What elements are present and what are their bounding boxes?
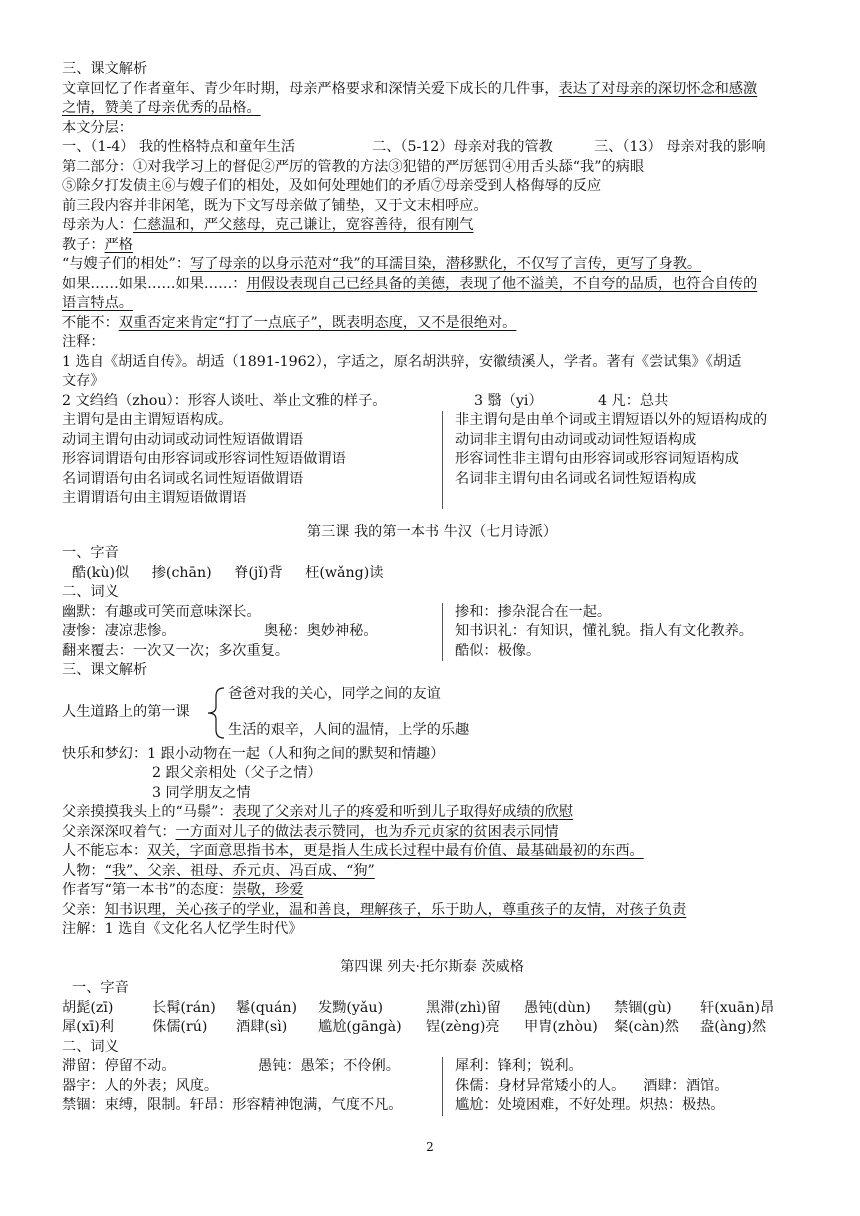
pron-item: 酒肆(sì) bbox=[236, 1019, 288, 1035]
paragraph-text: ⑤除夕打发债主⑥与嫂子们的相处，及如何处理她们的矛盾⑦母亲受到人格侮辱的反应 bbox=[62, 178, 602, 194]
grammar-item: 动词主谓句由动词或动词性短语做谓语 bbox=[62, 431, 304, 448]
underlined-text: 语言特点。 bbox=[62, 295, 133, 311]
grammar-item: 主谓句是由主谓短语构成。 bbox=[62, 412, 233, 428]
grammar-table bbox=[62, 411, 802, 509]
document-page bbox=[62, 60, 802, 1116]
vocab-item: 侏儒：身材异常矮小的人。 酒肆：酒馆。 bbox=[455, 1077, 729, 1094]
label-text: 母亲为人： bbox=[62, 217, 133, 233]
underlined-text: 双重否定来肯定“打了一点底子”，既表明态度，又不是很绝对。 bbox=[118, 314, 517, 331]
vocab-item: 幽默：有趣或可笑而意味深长。 bbox=[62, 603, 261, 620]
vocab-item: 奥秘：奥妙神秘。 bbox=[264, 623, 378, 639]
vocab-item: 愚钝：愚笨；不伶俐。 bbox=[258, 1058, 400, 1074]
diagram-item: 爸爸对我的关心，同学之间的友谊 bbox=[228, 685, 441, 702]
vocab-item: 掺和：掺杂混合在一起。 bbox=[455, 603, 612, 620]
underlined-text: 表现了父亲对儿子的疼爱和听到儿子取得好成绩的欣慰 bbox=[232, 804, 574, 820]
note-text: 4 凡：总共 bbox=[598, 392, 669, 409]
grammar-item: 名词非主谓句由名词或名词性短语构成 bbox=[455, 470, 697, 487]
pronunciation-line: 酷(kù)似 掺(chān) 脊(jǐ)背 枉(wǎng)读 bbox=[72, 564, 384, 581]
section-heading: 二、词义 bbox=[62, 1038, 119, 1055]
section-heading: 三、课文解析 bbox=[62, 61, 148, 77]
label-text: 教子： bbox=[62, 236, 105, 253]
lesson-title: 第四课 列夫·托尔斯泰 茨威格 bbox=[340, 958, 524, 975]
underlined-text: 严格 bbox=[104, 236, 133, 253]
note-text: 1 选自《胡适自传》。胡适（1891-1962），字适之，原名胡洪骍，安徽绩溪人，学者。著有《尝试集》《胡适 bbox=[62, 353, 742, 370]
section-heading: 三、课文解析 bbox=[62, 662, 148, 678]
layer-item: 一、（1-4） 我的性格特点和童年生活 bbox=[62, 139, 296, 155]
underlined-text: 表达了对母亲的深切怀念和感激 bbox=[558, 80, 758, 97]
section-heading: 一、字音 bbox=[72, 980, 129, 996]
label-text: 父亲摸摸我头上的“马鬃”： bbox=[62, 804, 233, 820]
paragraph-text: 3 同学朋友之情 bbox=[152, 784, 251, 801]
paragraph-text: 快乐和梦幻：1 跟小动物在一起（人和狗之间的默契和情趣） bbox=[62, 745, 445, 762]
grammar-item: 形容词谓语句由形容词或形容词性短语做谓语 bbox=[62, 451, 346, 467]
layer-item: 三、（13） 母亲对我的影响 bbox=[594, 139, 766, 155]
underlined-text: 双关，字面意思指书本，更是指人生成长过程中最有价值、最基础最初的东西。 bbox=[147, 843, 644, 859]
label-text: 人物： bbox=[62, 862, 105, 879]
pron-item: 长髯(rán) bbox=[152, 999, 216, 1016]
note-text: 3 翳（yi） bbox=[474, 392, 543, 409]
underlined-text: 写了母亲的以身示范对“我”的耳濡目染，潜移默化，不仅写了言传，更写了身教。 bbox=[190, 256, 702, 272]
note-text: 2 文绉绉（zhou）：形容人谈吐、举止文雅的样子。 bbox=[62, 392, 387, 409]
pronunciation-line bbox=[62, 999, 802, 1019]
grammar-item: 动词非主谓句由动词或动词性短语构成 bbox=[455, 431, 697, 448]
underlined-text: 一方面对儿子的做法表示赞同，也为乔元贞家的贫困表示同情 bbox=[175, 823, 559, 840]
label-text: 如果……如果……如果……： bbox=[62, 275, 247, 292]
page-number: 2 bbox=[426, 1140, 434, 1154]
vocab-item: 禁锢：束缚，限制。轩昂：形容精神饱满，气度不凡。 bbox=[62, 1097, 403, 1113]
life-lesson-diagram bbox=[62, 683, 802, 743]
paragraph-text: 前三段内容并非闲笔，既为下文写母亲做了铺垫，又于文末相呼应。 bbox=[62, 197, 488, 214]
label-text: 不能不： bbox=[62, 314, 119, 331]
pronunciation-line bbox=[62, 1018, 802, 1038]
grammar-item: 主谓谓语句由主谓短语做谓语 bbox=[62, 490, 247, 506]
underlined-text: 用假设表现自己已经具备的美德，表现了他不溢美，不自夸的品质，也符合自传的 bbox=[246, 275, 758, 292]
vocab-table bbox=[62, 603, 802, 662]
underlined-text: “我”、父亲、祖母、乔元贞、冯百成、“狗” bbox=[104, 862, 375, 879]
pron-item: 犀(xī)利 bbox=[62, 1019, 114, 1035]
pron-item: 胡髭(zī) bbox=[62, 999, 114, 1016]
section-heading: 二、词义 bbox=[62, 584, 119, 600]
vocab-item: 尴尬：处境困难，不好处理。炽热：极热。 bbox=[455, 1097, 725, 1113]
grammar-item: 形容词性非主谓句由形容词或形容词短语构成 bbox=[455, 451, 739, 467]
pron-item: 粲(càn)然 bbox=[614, 1019, 679, 1035]
pron-item: 甲胄(zhòu) bbox=[524, 1019, 598, 1035]
pron-item: 锃(zèng)亮 bbox=[426, 1019, 500, 1035]
pron-item: 尴尬(gāngà) bbox=[318, 1019, 402, 1035]
vocab-item: 器宇：人的外表；风度。 bbox=[62, 1077, 219, 1094]
label-text: 作者写“第一本书”的态度： bbox=[62, 882, 233, 898]
pron-item: 侏儒(rú) bbox=[152, 1019, 208, 1035]
vocab-item: 滞留：停留不动。 bbox=[62, 1058, 176, 1074]
vocab-item: 犀利：锋利；锐利。 bbox=[455, 1058, 583, 1074]
section-heading: 本文分层： bbox=[62, 119, 133, 136]
label-text: 人不能忘本： bbox=[62, 843, 148, 859]
section-heading: 注释： bbox=[62, 334, 105, 350]
label-text: 父亲： bbox=[62, 901, 105, 918]
underlined-text: 之情，赞美了母亲优秀的品格。 bbox=[62, 100, 261, 116]
pron-item: 发黝(yǎu) bbox=[318, 999, 384, 1016]
note-text: 注解：1 选自《文化名人忆学生时代》 bbox=[62, 921, 303, 937]
pron-item: 盎(àng)然 bbox=[700, 1019, 767, 1035]
vocab-item: 翻来覆去：一次又一次；多次重复。 bbox=[62, 642, 290, 659]
pron-item: 愚钝(dùn) bbox=[524, 999, 591, 1016]
brace-icon bbox=[202, 685, 228, 741]
paragraph-text: 文章回忆了作者童年、青少年时期，母亲严格要求和深情关爱下成长的几件事， bbox=[62, 80, 559, 97]
label-text: 父亲深深叹着气： bbox=[62, 823, 176, 840]
underlined-text: 崇敬，珍爱 bbox=[232, 882, 304, 898]
vocab-table bbox=[62, 1057, 802, 1116]
section-heading: 一、字音 bbox=[62, 545, 119, 561]
lesson-title: 第三课 我的第一本书 牛汉（七月诗派） bbox=[306, 523, 558, 540]
grammar-item: 非主谓句是由单个词或主谓短语以外的短语构成的 bbox=[455, 412, 768, 428]
diagram-label: 人生道路上的第一课 bbox=[62, 703, 190, 720]
layer-item: 二、（5-12）母亲对我的管教 bbox=[372, 139, 553, 155]
vocab-item: 知书识礼：有知识，懂礼貌。指人有文化教养。 bbox=[455, 623, 753, 639]
note-text: 文存》 bbox=[62, 373, 105, 389]
vocab-item: 凄惨：凄凉悲惨。 bbox=[62, 623, 176, 639]
vocab-item: 酷似：极像。 bbox=[455, 642, 541, 659]
paragraph-text: 2 跟父亲相处（父子之情） bbox=[152, 765, 322, 781]
grammar-item: 名词谓语句由名词或名词性短语做谓语 bbox=[62, 470, 304, 487]
underlined-text: 知书识理，关心孩子的学业，温和善良，理解孩子，乐于助人，尊重孩子的友情，对孩子负责 bbox=[104, 901, 687, 918]
pron-item: 鬈(quán) bbox=[236, 999, 298, 1016]
underlined-text: 仁慈温和，严父慈母，克己谦让，宽容善待，很有刚气 bbox=[132, 217, 474, 233]
diagram-item: 生活的艰辛，人间的温情，上学的乐趣 bbox=[228, 722, 470, 738]
pron-item: 禁锢(gù) bbox=[614, 999, 672, 1016]
label-text: “与嫂子们的相处”： bbox=[62, 256, 191, 272]
pron-item: 黑滞(zhì)留 bbox=[426, 999, 501, 1016]
paragraph-text: 第二部分：①对我学习上的督促②严厉的管教的方法③犯错的严厉惩罚④用舌头舔“我”的病眼 bbox=[62, 158, 645, 175]
pron-item: 轩(xuān)昂 bbox=[700, 999, 775, 1016]
